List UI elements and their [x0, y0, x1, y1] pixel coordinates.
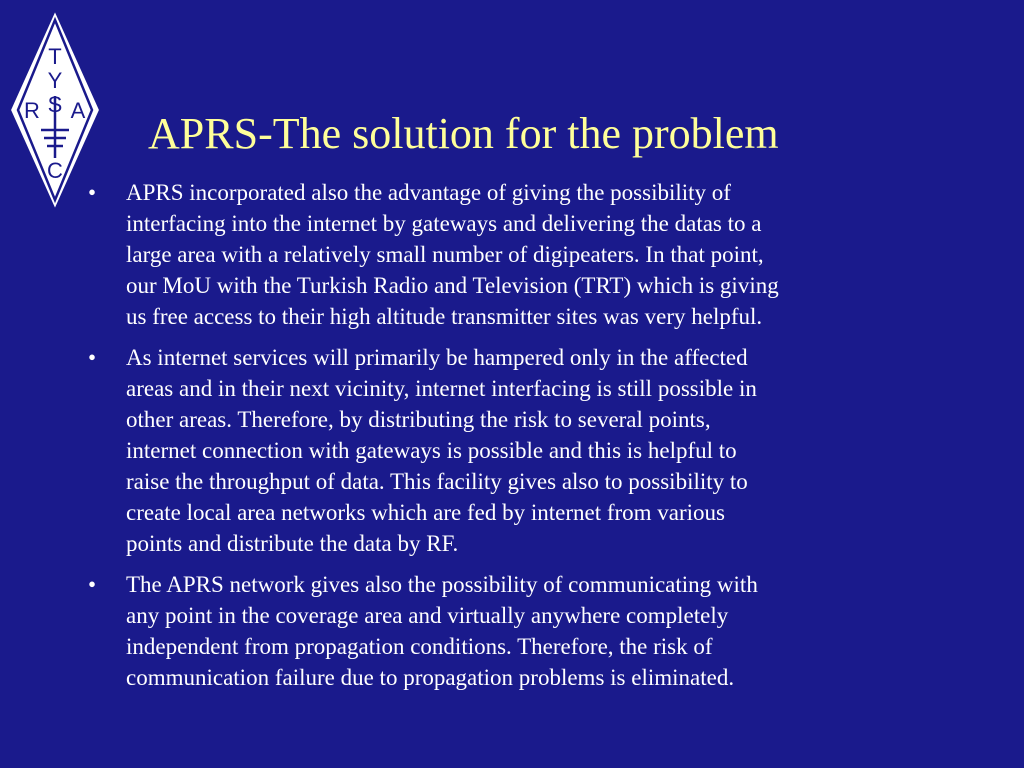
bullet-3-line-1: The APRS network gives also the possibility of communicating with	[126, 572, 758, 597]
bullet-1-line-3: large area with a relatively small number of digipeaters. In that point,	[126, 242, 764, 267]
bullet-3-line-3: independent from propagation conditions. Therefore, the risk of	[126, 634, 713, 659]
bullet-3-line-2: any point in the coverage area and virtually anywhere completely	[126, 603, 729, 628]
bullet-2-line-5: raise the throughput of data. This facility gives also to possibility to	[126, 469, 748, 494]
bullet-2-line-1: As internet services will primarily be hampered only in the affected	[126, 345, 748, 370]
bullet-1-line-1: APRS incorporated also the advantage of giving the possibility of	[126, 180, 731, 205]
bullet-2-line-4: internet connection with gateways is possible and this is helpful to	[126, 438, 737, 463]
logo-letter-y: Y	[47, 68, 63, 93]
bullet-2-line-6: create local area networks which are fed by internet from various	[126, 500, 725, 525]
slide-title: APRS-The solution for the problem	[148, 109, 779, 158]
bullet-marker: •	[88, 572, 97, 597]
bullet-2-line-3: other areas. Therefore, by distributing the risk to several points,	[126, 407, 711, 432]
bullet-list	[88, 177, 956, 703]
bullet-1-line-4: our MoU with the Turkish Radio and Television (TRT) which is giving	[126, 273, 779, 298]
bullet-item-1	[88, 177, 956, 332]
bullet-2-line-2: areas and in their next vicinity, internet interfacing is still possible in	[126, 376, 757, 401]
bullet-1-line-5: us free access to their high altitude transmitter sites was very helpful.	[126, 304, 763, 329]
logo-letter-s: S	[47, 92, 63, 117]
logo-letter-r: R	[24, 98, 40, 123]
logo-letter-a: A	[70, 98, 86, 123]
bullet-2-line-7: points and distribute the data by RF.	[126, 531, 459, 556]
bullet-1-line-2: interfacing into the internet by gateways and delivering the datas to a	[126, 211, 762, 236]
bullet-marker: •	[88, 345, 97, 370]
bullet-marker: •	[88, 180, 97, 205]
bullet-item-2	[88, 342, 956, 559]
logo-letter-c: C	[47, 158, 63, 183]
bullet-item-3	[88, 569, 956, 693]
logo-letter-t: T	[48, 44, 62, 69]
bullet-3-line-4: communication failure due to propagation problems is eliminated.	[126, 665, 735, 690]
